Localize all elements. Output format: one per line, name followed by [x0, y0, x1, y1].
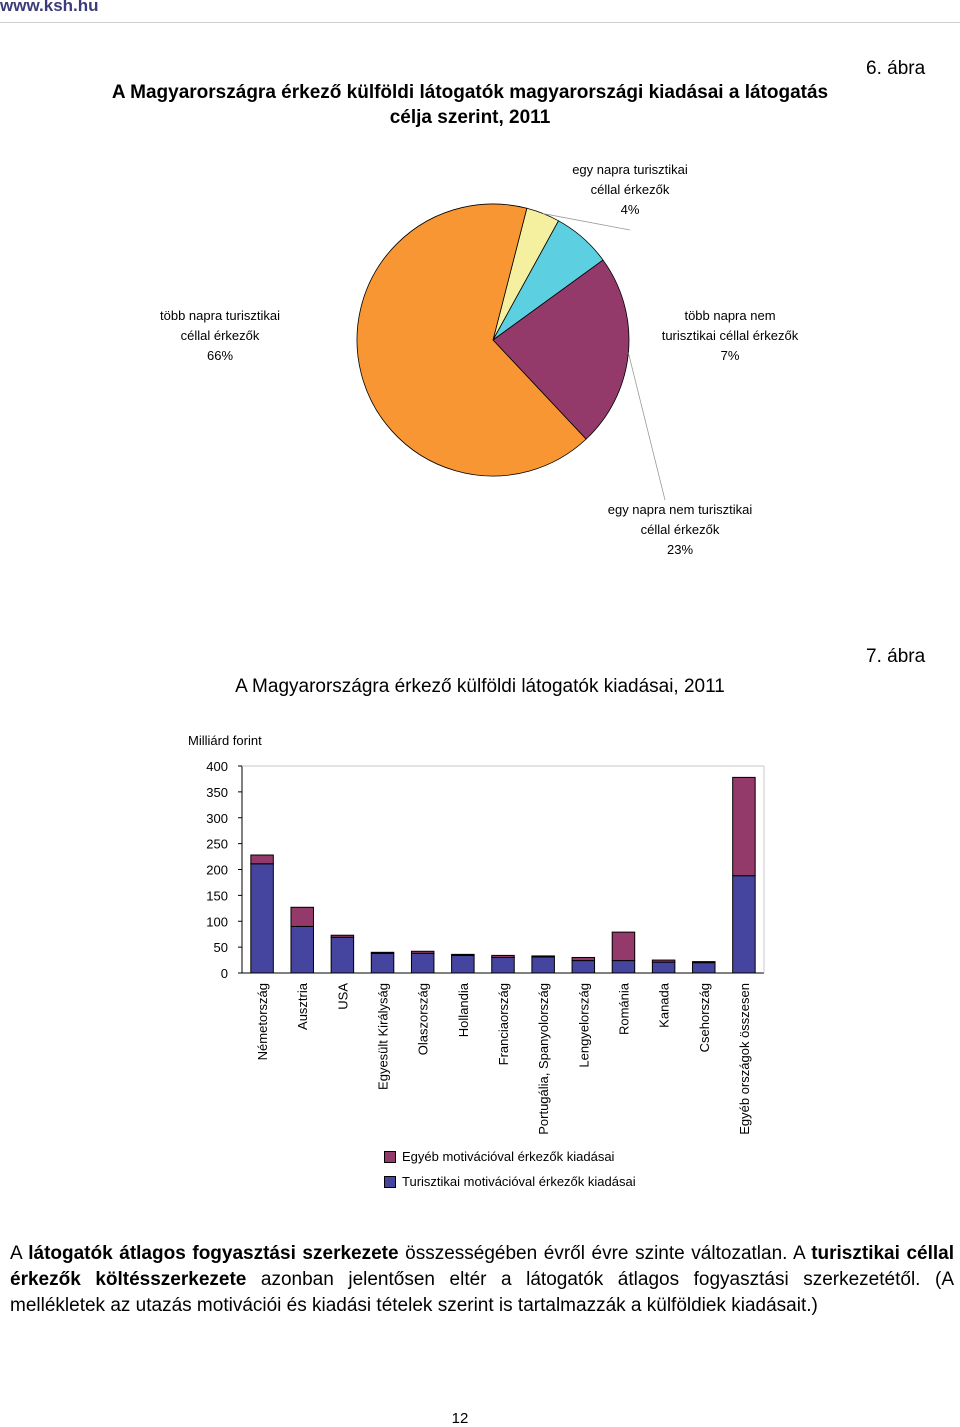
y-tick-label: 50 [213, 940, 228, 956]
x-category-label: Kanada [656, 983, 672, 1028]
bar-turisztikai [291, 926, 313, 973]
bar-chart [0, 750, 960, 1140]
bar-turisztikai [532, 957, 554, 973]
y-tick-label: 0 [220, 966, 228, 981]
body-paragraph: A látogatók átlagos fogyasztási szerkezete összességében évről évre szinte változatlan. A turisztikai céllal érkezők költésszerkezete azonban jelentősen eltér a látogatók átlagos fogyasztási szerkezetétől. (A mellékletek az utazás motivációi és kiadási tételek szerint is tartalmazzák a külföldiek kiadásait.) [10, 1243, 955, 1316]
bar-egyeb [452, 954, 474, 955]
pie-label-egy-napra-turisztikai: egy napra turisztikai céllal érkezők 4% [572, 162, 688, 217]
bar-egyeb [652, 960, 674, 962]
bar-egyeb [251, 855, 273, 864]
x-category-label: Ausztria [295, 983, 311, 1030]
x-category-label: Csehország [696, 983, 712, 1053]
bar-egyeb [411, 951, 433, 953]
y-axis-label: Milliárd forint [188, 733, 262, 748]
x-category-label: Egyesült Királyság [375, 983, 391, 1090]
bar-turisztikai [411, 953, 433, 973]
pie-chart-title: A Magyarországra érkező külföldi látogatók magyarországi kiadásai a látogatás célja szerint, 2011 [111, 82, 829, 128]
x-category-label: Románia [616, 983, 632, 1036]
header-divider [0, 22, 960, 23]
bar-turisztikai [693, 963, 715, 973]
site-url[interactable]: www.ksh.hu [0, 0, 99, 15]
x-category-label: USA [335, 983, 351, 1010]
bar-egyeb [291, 907, 313, 926]
x-category-label: Franciaország [496, 983, 511, 1066]
y-tick-label: 350 [206, 784, 228, 800]
figure-2-number: 7. ábra [866, 646, 926, 667]
bar-egyeb [492, 955, 514, 957]
y-tick-label: 400 [206, 759, 228, 774]
bar-turisztikai [572, 961, 594, 973]
bar-egyeb [572, 957, 594, 960]
x-category-label: Lengyelország [576, 983, 592, 1068]
pie-label-tobb-napra-turisztikai: több napra turisztikai céllal érkezők 66% [160, 308, 280, 363]
x-category-label: Olaszország [415, 983, 431, 1056]
x-category-label: Hollandia [455, 983, 471, 1038]
y-tick-label: 200 [206, 862, 228, 878]
legend-swatch-turisztikai [384, 1176, 396, 1188]
legend-item-turisztikai [384, 1174, 636, 1189]
bar-turisztikai [251, 864, 273, 973]
bar-egyeb [693, 962, 715, 963]
legend-item-egyeb [384, 1149, 614, 1164]
bar-turisztikai [331, 937, 353, 973]
bar-turisztikai [492, 957, 514, 973]
x-category-label: Egyéb országok összesen [736, 983, 752, 1135]
legend-label-egyeb: Egyéb motivációval érkezők kiadásai [402, 1149, 615, 1164]
y-tick-label: 250 [206, 836, 228, 852]
page-number: 12 [451, 1410, 469, 1427]
bar-turisztikai [371, 953, 393, 973]
bar-chart-title: A Magyarországra érkező külföldi látogatók kiadásai, 2011 [235, 676, 725, 697]
x-category-label: Németország [255, 983, 271, 1061]
figure-1-number: 6. ábra [866, 58, 926, 79]
pie-label-tobb-napra-nem-turisztikai: több napra nem turisztikai céllal érkezők 7% [661, 308, 799, 363]
bar-egyeb [371, 952, 393, 953]
legend-label-turisztikai: Turisztikai motivációval érkezők kiadásai [402, 1174, 636, 1189]
pie-label-egy-napra-nem-turisztikai: egy napra nem turisztikai céllal érkezők 23% [607, 502, 753, 557]
y-tick-label: 150 [206, 888, 228, 904]
bar-egyeb [612, 932, 634, 960]
bar-egyeb [733, 777, 755, 875]
pie-leader-line-2 [628, 353, 665, 500]
bar-egyeb [331, 935, 353, 937]
bar-egyeb [532, 956, 554, 957]
bar-turisztikai [612, 961, 634, 973]
y-tick-label: 100 [206, 914, 228, 930]
y-tick-label: 300 [206, 810, 228, 826]
bar-turisztikai [733, 876, 755, 973]
legend-swatch-egyeb [384, 1151, 396, 1163]
x-category-label: Portugália, Spanyolország [536, 983, 552, 1135]
bar-turisztikai [652, 962, 674, 973]
bar-turisztikai [452, 955, 474, 973]
